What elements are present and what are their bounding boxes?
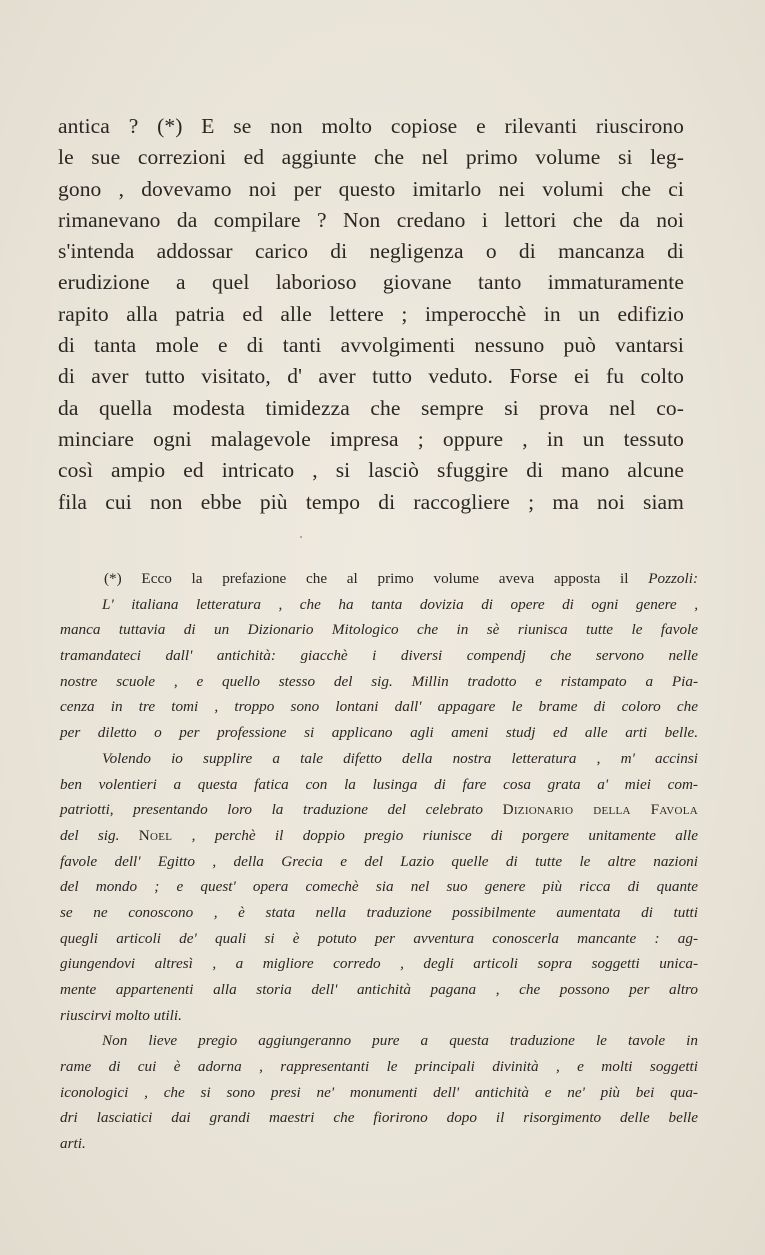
footnote-block (60, 566, 698, 1157)
main-text-line: erudizione a quel laborioso giovane tanto immaturamente (58, 270, 684, 295)
main-text-line: rapito alla patria ed alle lettere ; imperocchè in un edifizio (58, 301, 684, 326)
main-text-line: così ampio ed intricato , si lasciò sfuggire di mano alcune (58, 458, 684, 483)
footnote-line: ben volentieri a questa fatica con la lusinga di fare cosa grata a' miei com- (60, 775, 698, 793)
main-text-line: minciare ogni malagevole impresa ; oppure , in un tessuto (58, 426, 684, 451)
footnote-line: giungendovi altresì , a migliore corredo , degli articoli sopra soggetti unica- (60, 955, 698, 973)
footnote-intro-line (60, 566, 698, 592)
footnote-line-dizionario (60, 797, 698, 823)
main-text-line: gono , dovevamo noi per questo imitarlo nei volumi che ci (58, 176, 684, 201)
main-text-line: antica ? (*) E se non molto copiose e rilevanti riuscirono (58, 114, 684, 138)
footnote-line: favole dell' Egitto , della Grecia e del Lazio quelle di tutte le altre nazioni (60, 852, 698, 870)
print-speck (300, 536, 302, 538)
footnote-line: arti. (60, 1135, 86, 1153)
main-text-line: fila cui non ebbe più tempo di raccogliere ; ma noi siam (58, 489, 684, 514)
footnote-line: per diletto o per professione si applicano agli ameni studj ed alle arti belle. (60, 724, 698, 742)
footnote-line: rame di cui è adorna , rappresentanti le principali divinità , e molti soggetti (60, 1058, 698, 1076)
main-text-line: s'intenda addossar carico di negligenza o di mancanza di (58, 239, 684, 264)
footnote-line: Non lieve pregio aggiungeranno pure a questa traduzione le tavole in (102, 1032, 698, 1050)
footnote-author: Pozzoli: (648, 570, 699, 587)
footnote-line: mente appartenenti alla storia dell' antichità pagana , che possono per altro (60, 981, 698, 998)
main-text-block (58, 111, 684, 518)
footnote-line: quegli articoli de' quali si è potuto per avventura conoscerla mancante : ag- (60, 929, 698, 947)
footnote-line: del mondo ; e quest' opera comechè sia nel suo genere più ricca di quante (60, 878, 698, 896)
main-text-line: rimanevano da compilare ? Non credano i lettori che da noi (58, 207, 684, 232)
footnote-intro-text: (*) Ecco la prefazione che al primo volume aveva apposta il (104, 570, 629, 587)
main-text-line: di tanta mole e di tanti avvolgimenti nessuno può vantarsi (58, 333, 684, 358)
footnote-line: riuscirvi molto utili. (60, 1006, 182, 1024)
footnote-line-noel (60, 823, 698, 849)
footnote-line: dri lasciatici dai grandi maestri che fiorirono dopo il risorgimento delle belle (60, 1109, 698, 1127)
author-name: Noel (138, 826, 173, 844)
main-text-line: di aver tutto visitato, d' aver tutto veduto. Forse ei fu colto (58, 364, 684, 389)
footnote-line: L' italiana letteratura , che ha tanta dovizia di opere di ogni genere , (102, 595, 698, 613)
footnote-line: tramandateci dall' antichità: giacchè i diversi compendj che servono nelle (60, 647, 698, 665)
footnote-text: del sig. (60, 826, 120, 844)
main-text-line: le sue correzioni ed aggiunte che nel primo volume si leg- (58, 145, 684, 170)
footnote-line: cenza in tre tomi , troppo sono lontani dall' appagare le brame di coloro che (60, 698, 698, 716)
footnote-line: manca tuttavia di un Dizionario Mitologico che in sè riunisca tutte le favole (60, 621, 698, 639)
footnote-line: se ne conoscono , è stata nella traduzione possibilmente aumentata di tutti (60, 903, 698, 921)
footnote-text: , perchè il doppio pregio riunisce di porgere unitamente alle (191, 826, 698, 844)
main-text-line: da quella modesta timidezza che sempre si prova nel co- (58, 395, 684, 420)
footnote-line: iconologici , che si sono presi ne' monumenti dell' antichità e ne' più bei qua- (60, 1083, 698, 1101)
footnote-line: nostre scuole , e quello stesso del sig. Millin tradotto e ristampato a Pia- (60, 672, 698, 690)
book-title: Dizionario della Favola (502, 801, 698, 819)
footnote-text: patriotti, presentando loro la traduzione del celebrato (60, 801, 483, 819)
footnote-line: Volendo io supplire a tale difetto della nostra letteratura , m' accinsi (102, 749, 698, 767)
